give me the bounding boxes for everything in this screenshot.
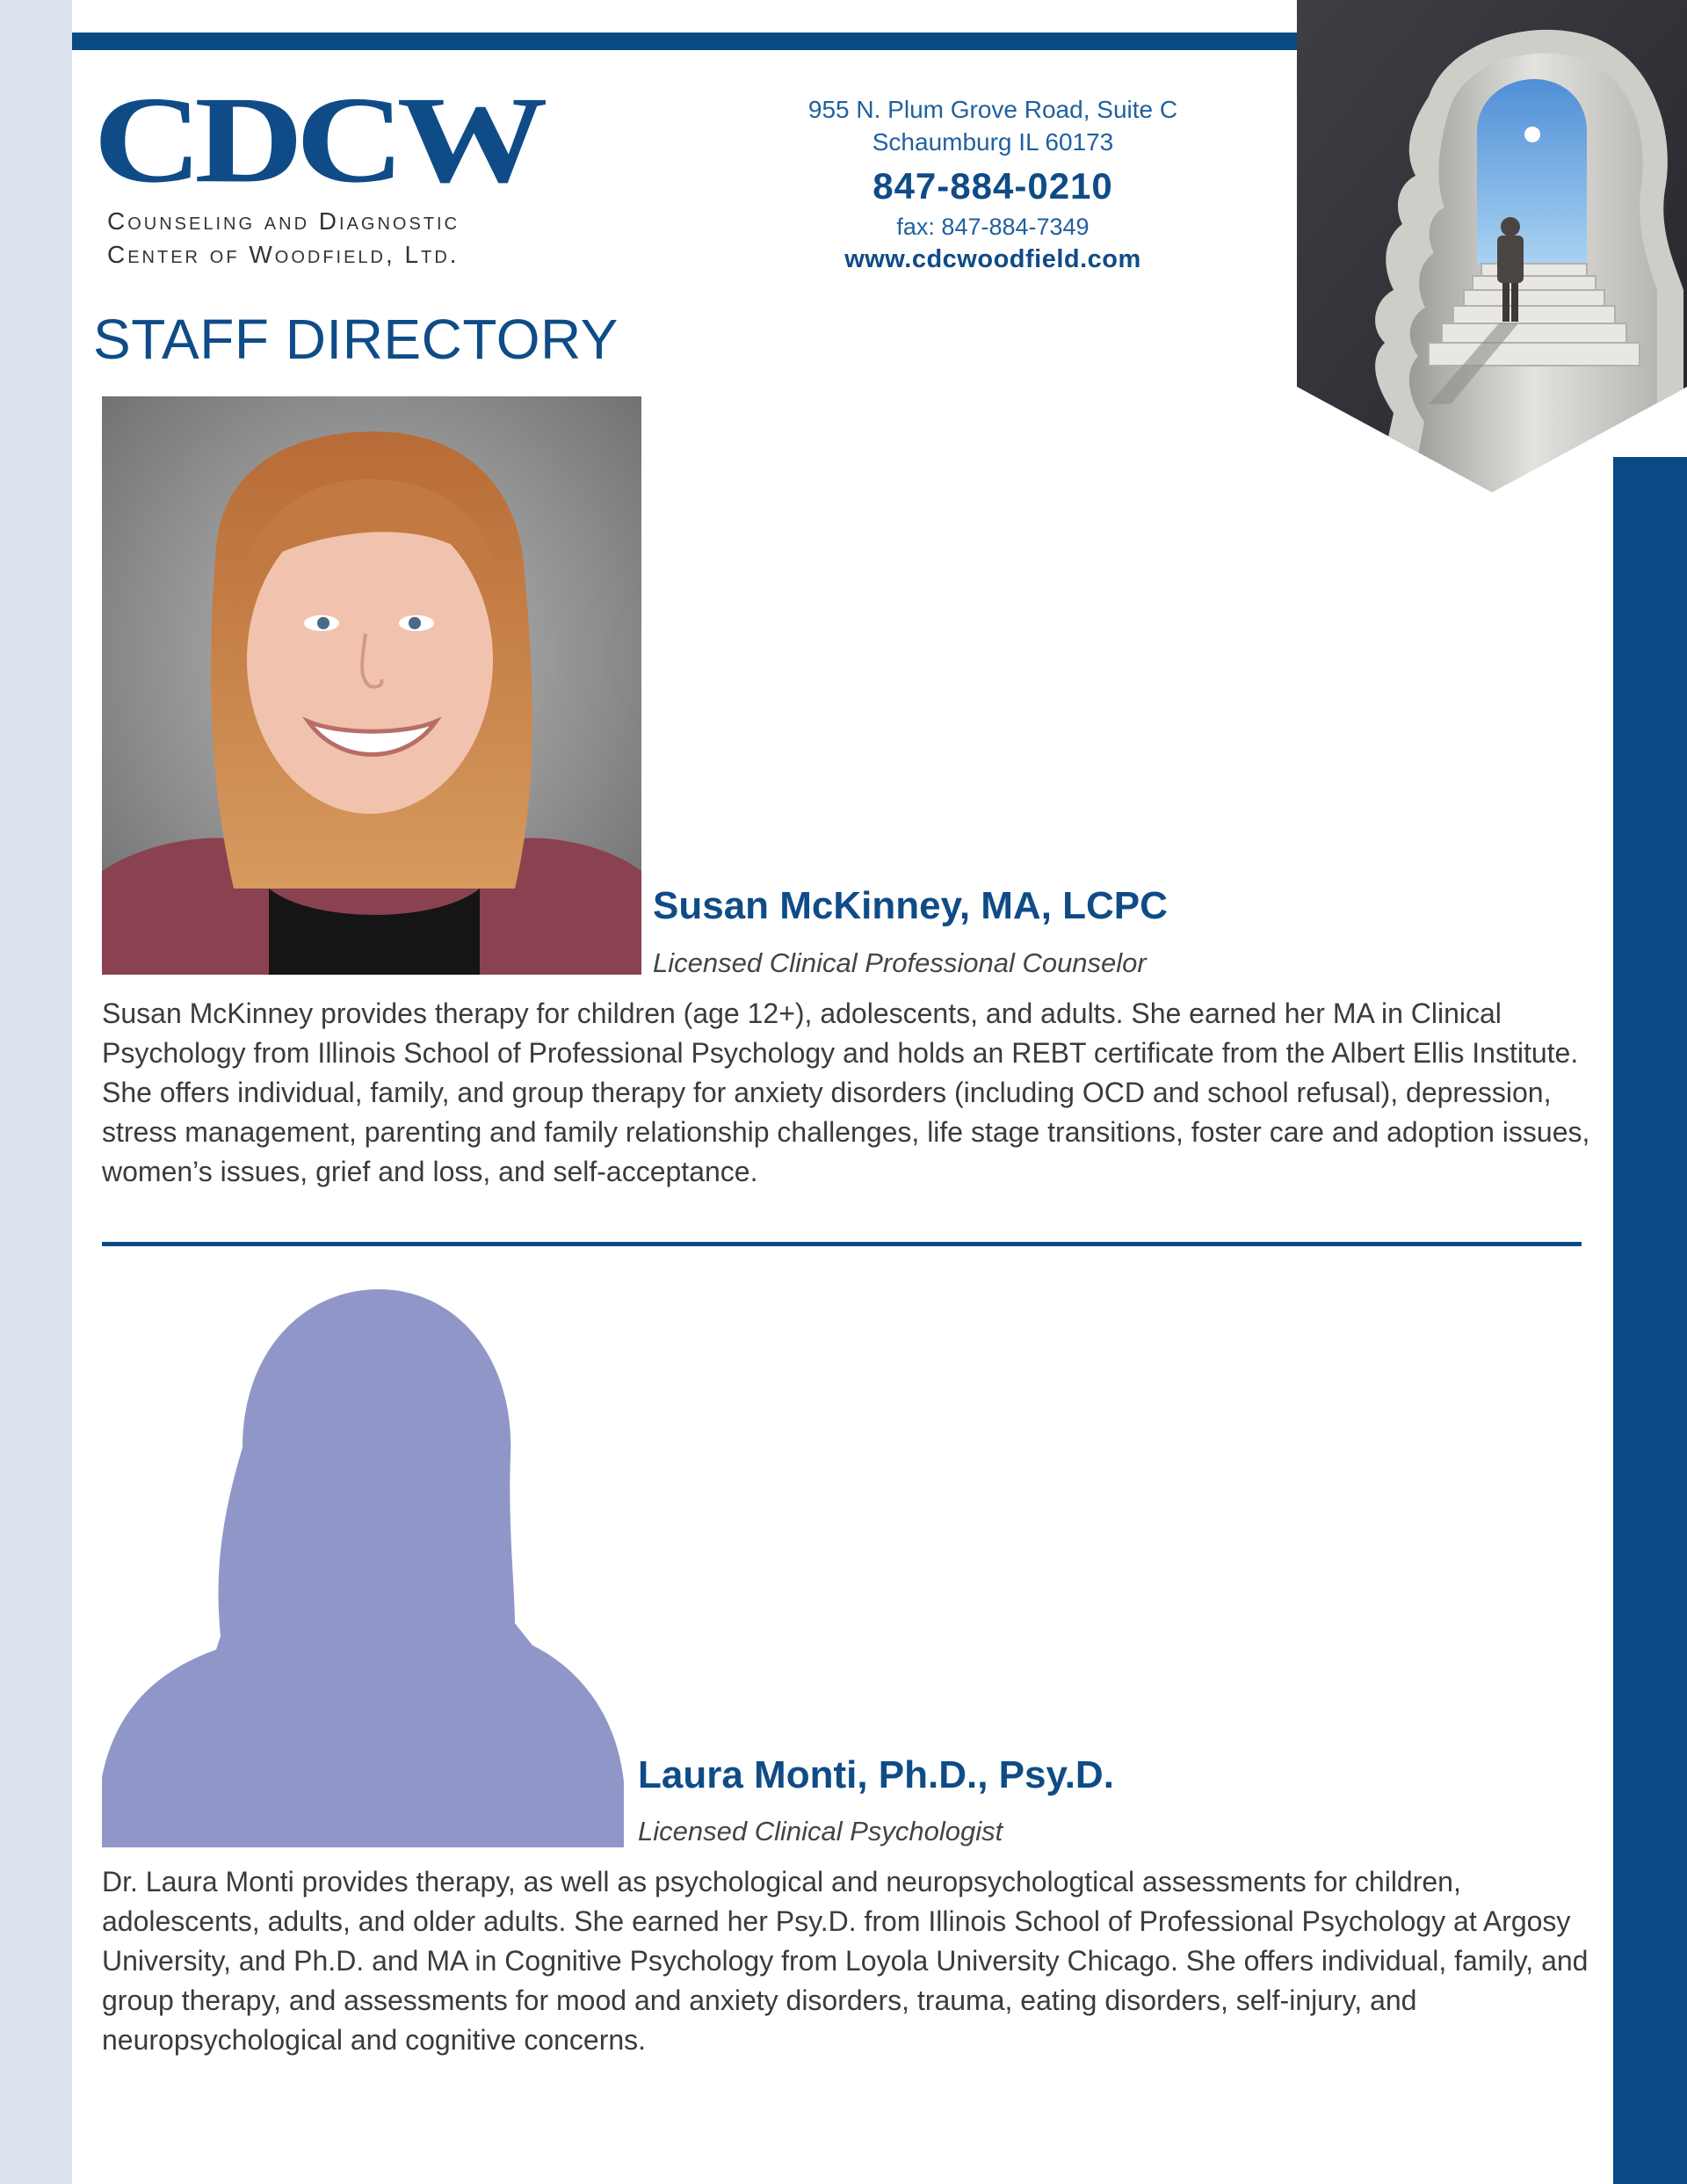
staff-bio-2: Dr. Laura Monti provides therapy, as well as psychological and neuropsychologtical assessments for children, adolescents, adults, and older adults. She earned her Psy.D. from Illinois School of Professional Psychology at Argosy University, and Ph.D. and MA in Cognitive Psychology from Loyola University Chicago. She offers individual, family, and group therapy, and assessments for mood and anxiety disorders, trauma, eating disorders, self-injury, and neuropsychological and cognitive concerns. [102,1866,1589,2056]
left-side-band [0,0,72,2184]
right-side-band [1613,457,1687,2184]
staff-bio-1: Susan McKinney provides therapy for children (age 12+), adolescents, and adults. She earned her MA in Clinical Psychology from Illinois School of Professional Psychology and holds an REBT certificate from the Albert Ellis Institute. She offers individual, family, and group therapy for anxiety disorders (including OCD and school refusal), depression, stress management, parenting and family relationship challenges, life stage transitions, foster care and adoption issues, women’s issues, grief and loss, and self-acceptance. [102,998,1590,1187]
website-link[interactable]: www.cdcwoodfield.com [844,245,1141,273]
fax-number: fax: 847-884-7349 [896,214,1090,240]
logo-tagline-line2: Center of Woodfield, Ltd. [107,241,460,268]
page-title: STAFF DIRECTORY [93,308,619,371]
phone-number[interactable]: 847-884-0210 [872,165,1113,207]
cdcw-logo [93,71,713,272]
section-divider [102,1242,1582,1246]
staff-name-2: Laura Monti, Ph.D., Psy.D. [638,1753,1114,1796]
staff-photo-susan-mckinney [102,396,641,975]
top-accent-bar [72,33,1297,50]
staff-title-1: Licensed Clinical Professional Counselor [653,947,1147,978]
logo-tagline-line1: Counseling and Diagnostic [107,207,460,235]
staff-title-2: Licensed Clinical Psychologist [638,1816,1003,1847]
staff-photo-placeholder-silhouette [102,1272,624,1847]
staff-name-1: Susan McKinney, MA, LCPC [653,884,1168,927]
logo-wordmark: CDCW [93,71,540,209]
address-line2: Schaumburg IL 60173 [872,128,1114,156]
header-illustration [1297,0,1687,492]
contact-block [738,93,1248,276]
address-line1: 955 N. Plum Grove Road, Suite C [807,96,1178,123]
